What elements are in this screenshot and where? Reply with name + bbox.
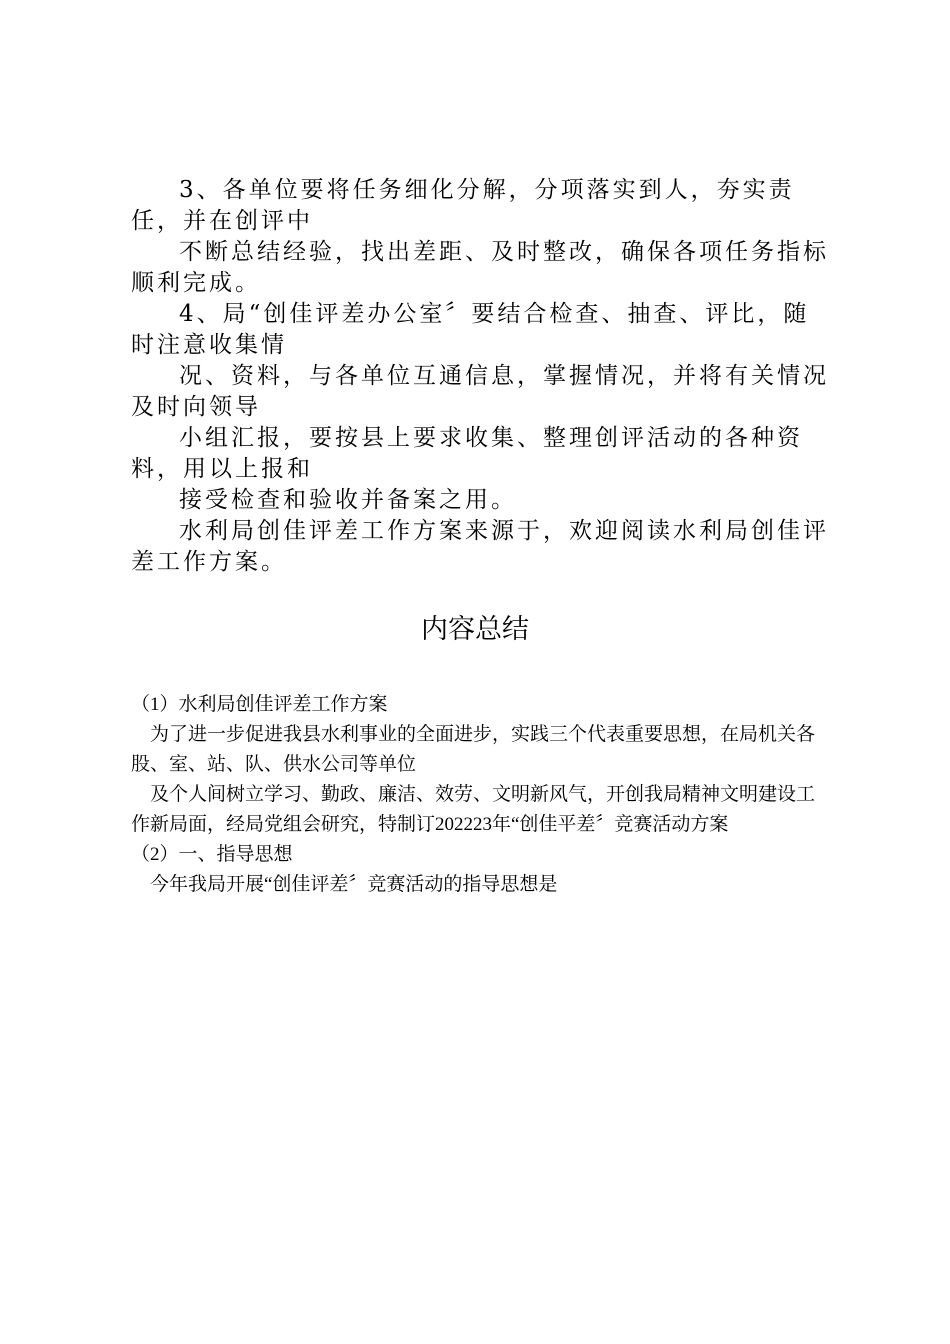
paragraph-item-4-line-4: 接受检查和验收并备案之用。 [179,487,517,513]
summary-title: 内容总结 [421,614,529,645]
paragraph-item-4-line-1: 4、局“创佳评差办公室〞要结合检查、抽查、评比，随时注意收集情 [131,301,810,358]
paragraph-item-3-line-2: 不断总结经验，找出差距、及时整改，确保各项任务指标顺利完成。 [131,239,829,296]
summary-item-text-3: 今年我局开展“创佳评差〞竞赛活动的指导思想是 [150,874,558,895]
main-text-block [131,175,831,578]
summary-item-heading-1: （1）水利局创佳评差工作方案 [131,694,388,715]
paragraph-item-4-line-3: 小组汇报，要按县上要求收集、整理创评活动的各种资料，用以上报和 [131,425,803,482]
summary-item-heading-2: （2）一、指导思想 [131,844,293,865]
paragraph-item-3-line-1: 3、各单位要将任务细化分解，分项落实到人，夯实责任，并在创评中 [131,177,795,234]
paragraph-source-note: 水利局创佳评差工作方案来源于，欢迎阅读水利局创佳评差工作方案。 [131,518,829,575]
summary-item-text-1: 为了进一步促进我县水利事业的全面进步，实践三个代表重要思想，在局机关各股、室、站、队、供水公司等单位 [131,724,816,775]
summary-block [131,690,833,900]
summary-item-text-2: 及个人间树立学习、勤政、廉洁、效劳、文明新风气，开创我局精神文明建设工作新局面，经局党组会研究，特制订202223年“创佳平差〞竞赛活动方案 [131,784,816,835]
paragraph-item-4-line-2: 况、资料，与各单位互通信息，掌握情况，并将有关情况及时向领导 [131,363,829,420]
